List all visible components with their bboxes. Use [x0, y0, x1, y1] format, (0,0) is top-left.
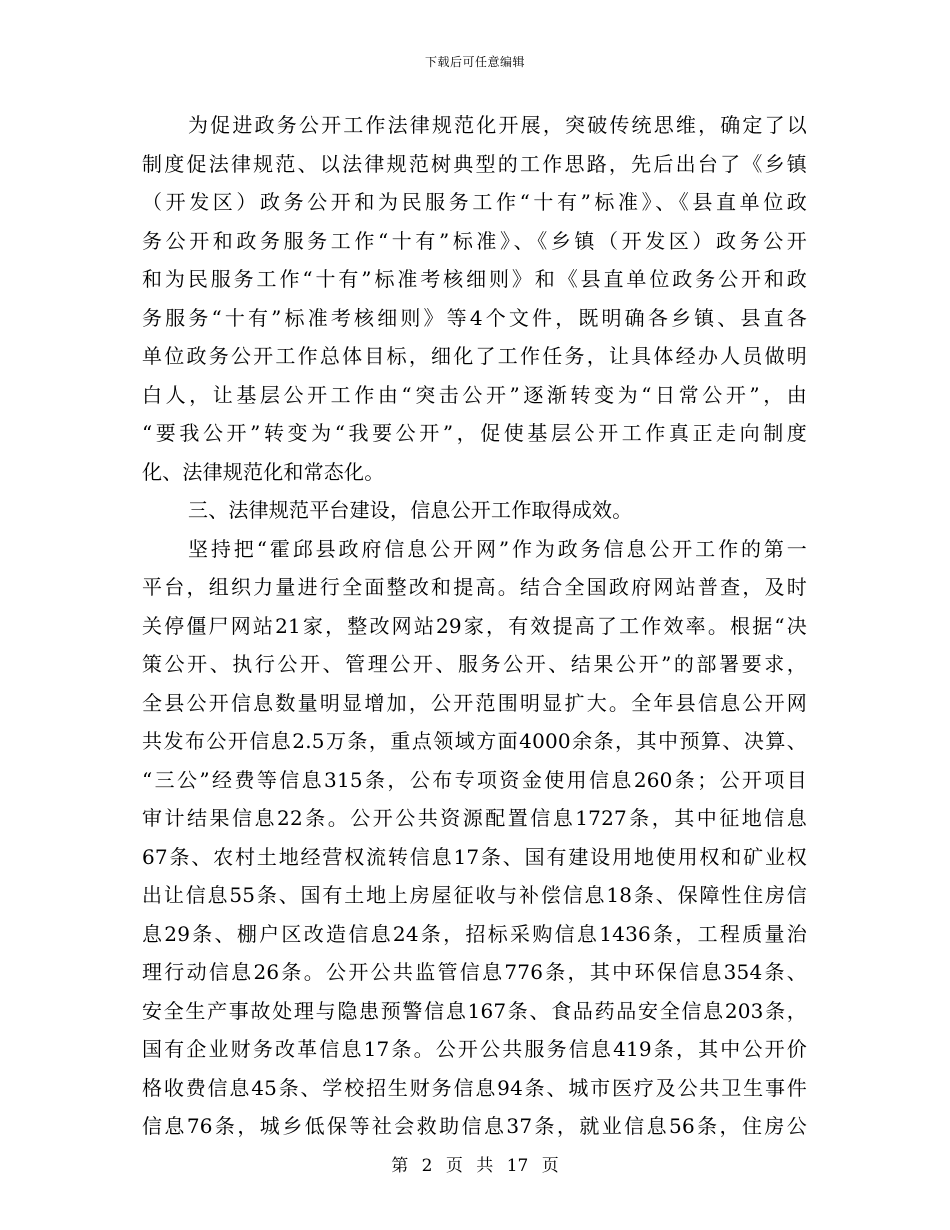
paragraph-line: “要我公开”转变为“我要公开”，促使基层公开工作真正走向制度: [142, 421, 807, 445]
paragraph-line: 和为民服务工作“十有”标准考核细则》和《县直单位政务公开和政: [142, 267, 807, 291]
paragraph-line: 关停僵尸网站21家，整改网站29家，有效提高了工作效率。根据“决: [142, 613, 807, 638]
paragraph-line: 平台，组织力量进行全面整改和提高。结合全国政府网站普查，及时: [142, 575, 807, 599]
paragraph-line: 白人，让基层公开工作由“突击公开”逐渐转变为“日常公开”，由: [142, 382, 807, 407]
section-heading: 三、法律规范平台建设，信息公开工作取得成效。: [188, 498, 633, 522]
paragraph-line: 全县公开信息数量明显增加，公开范围明显扩大。全年县信息公开网: [142, 690, 807, 715]
body-text: [142, 106, 807, 1146]
paragraph-line: 制度促法律规范、以法律规范树典型的工作思路，先后出台了《乡镇: [142, 151, 807, 176]
paragraph-line: 共发布公开信息2.5万条，重点领域方面4000余条，其中预算、决算、: [142, 729, 807, 753]
paragraph-line: 为促进政务公开工作法律规范化开展，突破传统思维，确定了以: [188, 113, 807, 137]
paragraph-line: 单位政务公开工作总体目标，细化了工作任务，让具体经办人员做明: [142, 344, 807, 368]
paragraph-line: 安全生产事故处理与隐患预警信息167条、食品药品安全信息203条，: [142, 998, 807, 1023]
paragraph-line: “三公”经费等信息315条，公布专项资金使用信息260条；公开项目: [142, 767, 807, 792]
paragraph-line: 审计结果信息22条。公开公共资源配置信息1727条，其中征地信息: [142, 806, 807, 830]
paragraph-line: （开发区）政务公开和为民服务工作“十有”标准》、《县直单位政: [142, 190, 807, 214]
paragraph-line: 化、法律规范化和常态化。: [142, 459, 385, 484]
paragraph-line: 坚持把“霍邱县政府信息公开网”作为政务信息公开工作的第一: [188, 536, 807, 561]
paragraph-line: 出让信息55条、国有土地上房屋征收与补偿信息18条、保障性住房信: [142, 883, 807, 907]
page-footer: 第 2 页 共 17 页: [391, 1156, 559, 1176]
paragraph-line: 格收费信息45条、学校招生财务信息94条、城市医疗及公共卫生事件: [142, 1075, 807, 1100]
paragraph-line: 息29条、棚户区改造信息24条，招标采购信息1436条，工程质量治: [142, 921, 807, 946]
page-header: 下载后可任意编辑: [424, 55, 525, 69]
paragraph-line: 67条、农村土地经营权流转信息17条、国有建设用地使用权和矿业权: [142, 844, 807, 869]
paragraph-line: 务公开和政务服务工作“十有”标准》、《乡镇（开发区）政务公开: [142, 228, 807, 253]
paragraph-line: 策公开、执行公开、管理公开、服务公开、结果公开”的部署要求，: [142, 652, 807, 676]
paragraph-line: 信息76条，城乡低保等社会救助信息37条，就业信息56条，住房公: [142, 1114, 807, 1138]
paragraph-line: 国有企业财务改革信息17条。公开公共服务信息419条，其中公开价: [142, 1037, 807, 1061]
paragraph-line: 理行动信息26条。公开公共监管信息776条，其中环保信息354条、: [142, 960, 807, 984]
paragraph-line: 务服务“十有”标准考核细则》等4个文件，既明确各乡镇、县直各: [142, 305, 807, 330]
